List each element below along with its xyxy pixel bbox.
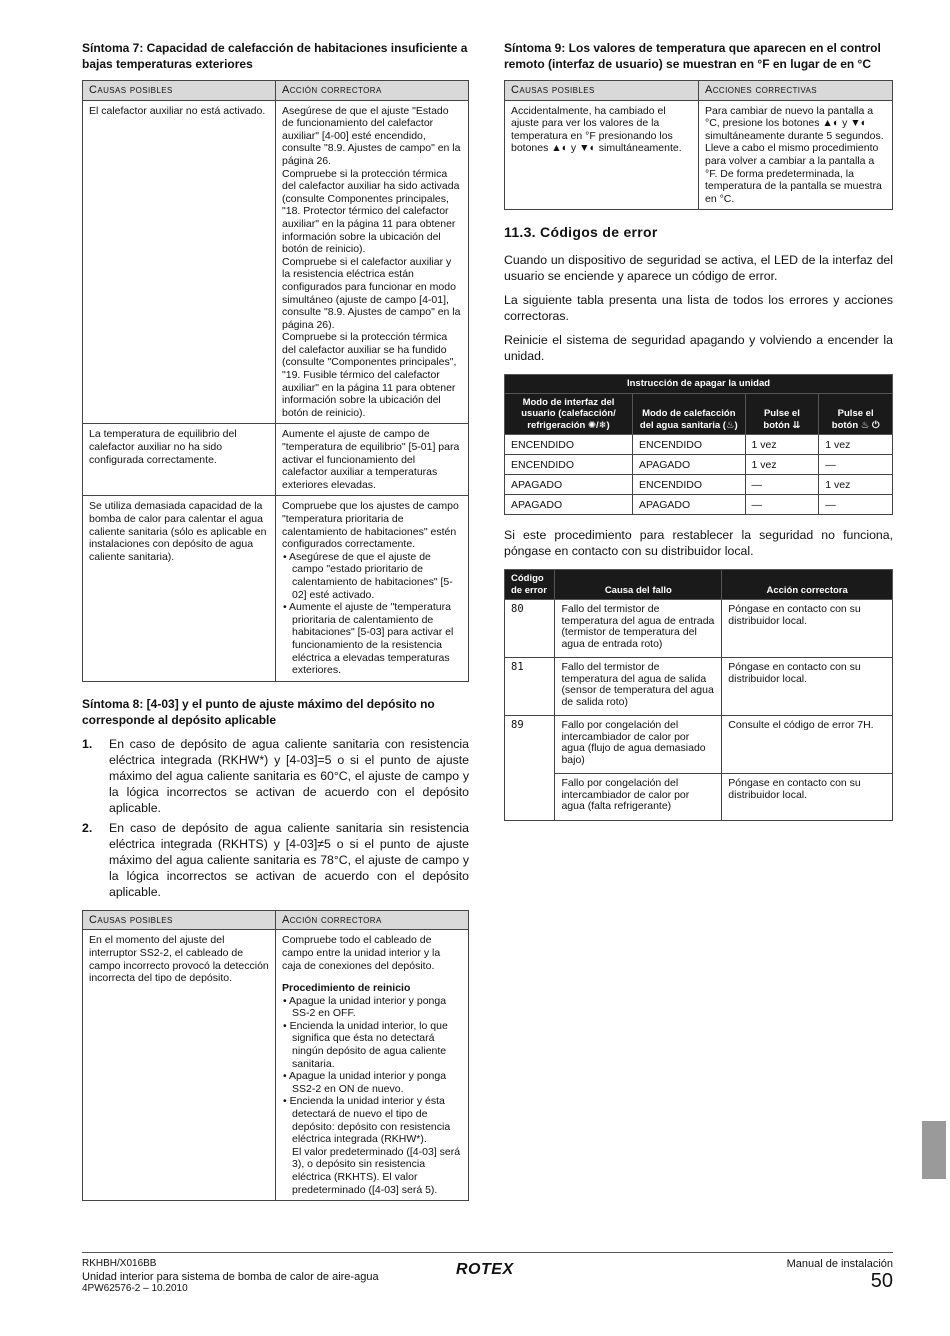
table-cell: 1 vez (745, 455, 819, 475)
error-code: 81 (505, 658, 555, 716)
paragraph: Cuando un dispositivo de seguridad se activa, el LED de la interfaz del usuario se enciende y aparece un código de error. (504, 253, 893, 284)
table-row (505, 100, 893, 210)
header-causes: Causas posibles (505, 81, 699, 101)
paragraph: La siguiente tabla presenta una lista de todos los errores y acciones correctoras. (504, 293, 893, 324)
action-cell: Asegúrese de que el ajuste "Estado de funcionamiento del calefactor auxiliar" [4-00] esté encendido, consulte "8.9. Ajustes de campo" en la página 26. Compruebe si la protección térmica del calefactor auxiliar ha sido activada (consulte Componentes principales, "18. Protector térmico del calefactor auxiliar" en la página 11 para obtener información sobre la ubicación del botón de reinicio). Compruebe si el calefactor auxiliar y la resistencia eléctrica están configurados para funcionar en modo simultáneo (ajuste de campo [4-01], consulte "8.9. Ajustes de campo" en la página 26). Compruebe si la protección térmica del calefactor auxiliar se ha fundido (consulte "Componentes principales", "19. Fusible térmico del calefactor auxiliar" en la página 11 para obtener información sobre la ubicación del botón de reinicio). (276, 100, 469, 424)
table-row (505, 475, 893, 495)
shutdown-header: Pulse el botón ♨ ⏻ (819, 393, 893, 435)
symptom-7-table (82, 80, 469, 682)
shutdown-top-header: Instrucción de apagar la unidad (505, 375, 893, 394)
error-action: Póngase en contacto con su distribuidor local. (722, 774, 893, 821)
table-cell: — (745, 495, 819, 515)
table-cell: — (819, 455, 893, 475)
action-intro: Compruebe que los ajustes de campo "temperatura prioritaria de calentamiento de habitaciones" estén configurados correctamente. (282, 500, 459, 551)
table-cell: 1 vez (745, 435, 819, 455)
paragraph: Si este procedimiento para restablecer la seguridad no funciona, póngase en contacto con su distribuidor local. (504, 528, 893, 559)
table-row (83, 424, 469, 496)
header-action: Acción correctora (276, 81, 469, 101)
footer-doc-id: 4PW62576-2 – 10.2010 (82, 1283, 188, 1294)
footer-manual: Manual de instalación (786, 1258, 893, 1270)
symptom-7-title: Síntoma 7: Capacidad de calefacción de habitaciones insuficiente a bajas temperaturas exteriores (82, 41, 468, 71)
table-cell: APAGADO (505, 475, 633, 495)
paragraph: Reinicie el sistema de seguridad apagando y volviendo a encender la unidad. (504, 333, 893, 364)
footer-description: Unidad interior para sistema de bomba de calor de aire-agua (82, 1270, 379, 1283)
bullet-item: • Encienda la unidad interior y ésta detectará de nuevo el tipo de depósito: depósito con resistencia eléctrica integrada (RKHW*). El valor predeterminado ([4-03] será 3), o depósito sin resistencia eléctrica (RKHTS). El valor predeterminado ([4-03] será 5). (282, 1095, 462, 1196)
table-cell: ENCENDIDO (633, 475, 746, 495)
table-cell: APAGADO (633, 495, 746, 515)
symptom-8-table (82, 910, 469, 1201)
cause-cell: En el momento del ajuste del interruptor SS2-2, el cableado de campo incorrecto provocó la detección incorrecta del tipo de depósito. (83, 930, 276, 1201)
table-row (505, 716, 893, 774)
cause-cell: El calefactor auxiliar no está activado. (83, 100, 276, 424)
table-cell: ENCENDIDO (505, 435, 633, 455)
list-item (82, 820, 469, 900)
cause-cell: Accidentalmente, ha cambiado el ajuste para ver los valores de la temperatura en °F presionando los botones ▲◐ y ▼◐ simultáneamente. (505, 100, 699, 210)
bullet-item: • Apague la unidad interior y ponga SS-2 en OFF. (282, 995, 462, 1020)
footer-right (787, 1258, 893, 1292)
rotex-logo: ROTEX (456, 1261, 514, 1278)
action-cell (276, 930, 469, 1201)
symptom-8-title: Síntoma 8: [4-03] y el punto de ajuste máximo del depósito no corresponde al depósito aplicable (82, 696, 435, 727)
symptom-9-table (504, 80, 893, 210)
table-row (83, 930, 469, 1201)
shutdown-header: Modo de interfaz del usuario (calefacción/ refrigeración ✺/❄) (505, 393, 633, 435)
list-text: En caso de depósito de agua caliente sanitaria con resistencia eléctrica integrada (RKHW*) y [4-03]=5 o si el punto de ajuste máximo del agua caliente sanitaria es 60°C, el ajuste de campo y la lógica incorrectos se activan de acuerdo con el depósito aplicable. (109, 736, 469, 815)
table-row (505, 495, 893, 515)
right-column (504, 40, 893, 821)
error-header-code: Código de error (505, 570, 555, 600)
table-cell: 1 vez (819, 435, 893, 455)
list-text: En caso de depósito de agua caliente sanitaria sin resistencia eléctrica integrada (RKHTS) y [4-03]≠5 o si el punto de ajuste máximo del agua caliente sanitaria es 78°C, el ajuste de campo y la lógica incorrectos se activan de acuerdo con el depósito aplicable. (109, 820, 469, 899)
cause-cell: Se utiliza demasiada capacidad de la bomba de calor para calentar el agua caliente sanitaria (sólo es aplicable en instalaciones con depósito de agua caliente sanitaria). (83, 496, 276, 681)
bullet-item: • Aumente el ajuste de "temperatura prioritaria de calentamiento de habitaciones" [5-03] para activar el funcionamiento de la resistencia eléctrica a elevadas temperaturas exteriores. (282, 601, 462, 677)
procedure-bullets (282, 995, 462, 1197)
table-row (505, 600, 893, 658)
table-row (505, 435, 893, 455)
footer-model: RKHBH/X016BB (82, 1258, 157, 1269)
error-cause: Fallo del termistor de temperatura del agua de salida (sensor de temperatura del agua de salida roto) (555, 658, 722, 716)
error-action: Póngase en contacto con su distribuidor local. (722, 600, 893, 658)
table-cell: — (745, 475, 819, 495)
header-action: Acciones correctivas (699, 81, 893, 101)
list-number: 2. (82, 820, 93, 835)
page-number: 50 (870, 1270, 893, 1292)
table-cell: — (819, 495, 893, 515)
header-causes: Causas posibles (83, 910, 276, 930)
table-row (505, 455, 893, 475)
footer-left (82, 1258, 379, 1296)
table-cell: APAGADO (633, 455, 746, 475)
error-code: 80 (505, 600, 555, 658)
bullet-item: • Encienda la unidad interior, lo que significa que ésta no detectará ningún depósito de agua caliente sanitaria. (282, 1020, 462, 1070)
footer-divider (82, 1252, 893, 1253)
error-header-action: Acción correctora (722, 570, 893, 600)
symptom-9-title: Síntoma 9: Los valores de temperatura que aparecen en el control remoto (interfaz de usuario) se muestran en °F en lugar de en °C (504, 41, 881, 71)
table-cell: ENCENDIDO (505, 455, 633, 475)
bullet-item: • Asegúrese de que el ajuste de campo "estado prioritario de calentamiento de habitaciones" [5-02] esté activado. (282, 551, 462, 601)
header-action: Acción correctora (276, 910, 469, 930)
table-row (83, 100, 469, 424)
error-code: 89 (505, 716, 555, 821)
action-bullets (282, 551, 462, 677)
error-action: Póngase en contacto con su distribuidor local. (722, 658, 893, 716)
error-codes-table (504, 569, 893, 821)
left-column (82, 40, 469, 1201)
table-row (505, 658, 893, 716)
error-cause: Fallo por congelación del intercambiador de calor por agua (flujo de agua demasiado bajo) (555, 716, 722, 774)
list-item (82, 736, 469, 816)
error-action: Consulte el código de error 7H. (722, 716, 893, 774)
shutdown-table (504, 374, 893, 515)
error-header-cause: Causa del fallo (555, 570, 722, 600)
header-causes: Causas posibles (83, 81, 276, 101)
action-intro: Compruebe todo el cableado de campo entre la unidad interior y la caja de conexiones del depósito. (282, 934, 441, 972)
table-cell: ENCENDIDO (633, 435, 746, 455)
section-title: 11.3. Códigos de error (504, 224, 658, 241)
error-cause: Fallo por congelación del intercambiador de calor por agua (falta refrigerante) (555, 774, 722, 821)
table-row (505, 774, 893, 821)
chapter-tab (922, 1121, 946, 1179)
action-cell: Para cambiar de nuevo la pantalla a °C, presione los botones ▲◐ y ▼◐ simultáneamente durante 5 segundos. Lleve a cabo el mismo procedimiento para volver a cambiar a la pantalla a °F. De forma predeterminada, la temperatura de la pantalla se muestra en °C. (699, 100, 893, 210)
table-cell: 1 vez (819, 475, 893, 495)
table-cell: APAGADO (505, 495, 633, 515)
action-cell (276, 496, 469, 681)
bullet-item: • Apague la unidad interior y ponga SS2-2 en ON de nuevo. (282, 1070, 462, 1095)
error-cause: Fallo del termistor de temperatura del agua de entrada (termistor de temperatura del agua de entrada roto) (555, 600, 722, 658)
list-number: 1. (82, 736, 93, 751)
shutdown-header: Modo de calefacción del agua sanitaria (♨) (633, 393, 746, 435)
action-cell: Aumente el ajuste de campo de "temperatura de equilibrio" [5-01] para activar el funcionamiento del calefactor auxiliar a temperaturas exteriores elevadas. (276, 424, 469, 496)
table-row (83, 496, 469, 681)
symptom-8-list (82, 736, 469, 900)
cause-cell: La temperatura de equilibrio del calefactor auxiliar no ha sido configurada correctamente. (83, 424, 276, 496)
procedure-title: Procedimiento de reinicio (282, 982, 411, 995)
shutdown-header: Pulse el botón ⇊ (745, 393, 819, 435)
